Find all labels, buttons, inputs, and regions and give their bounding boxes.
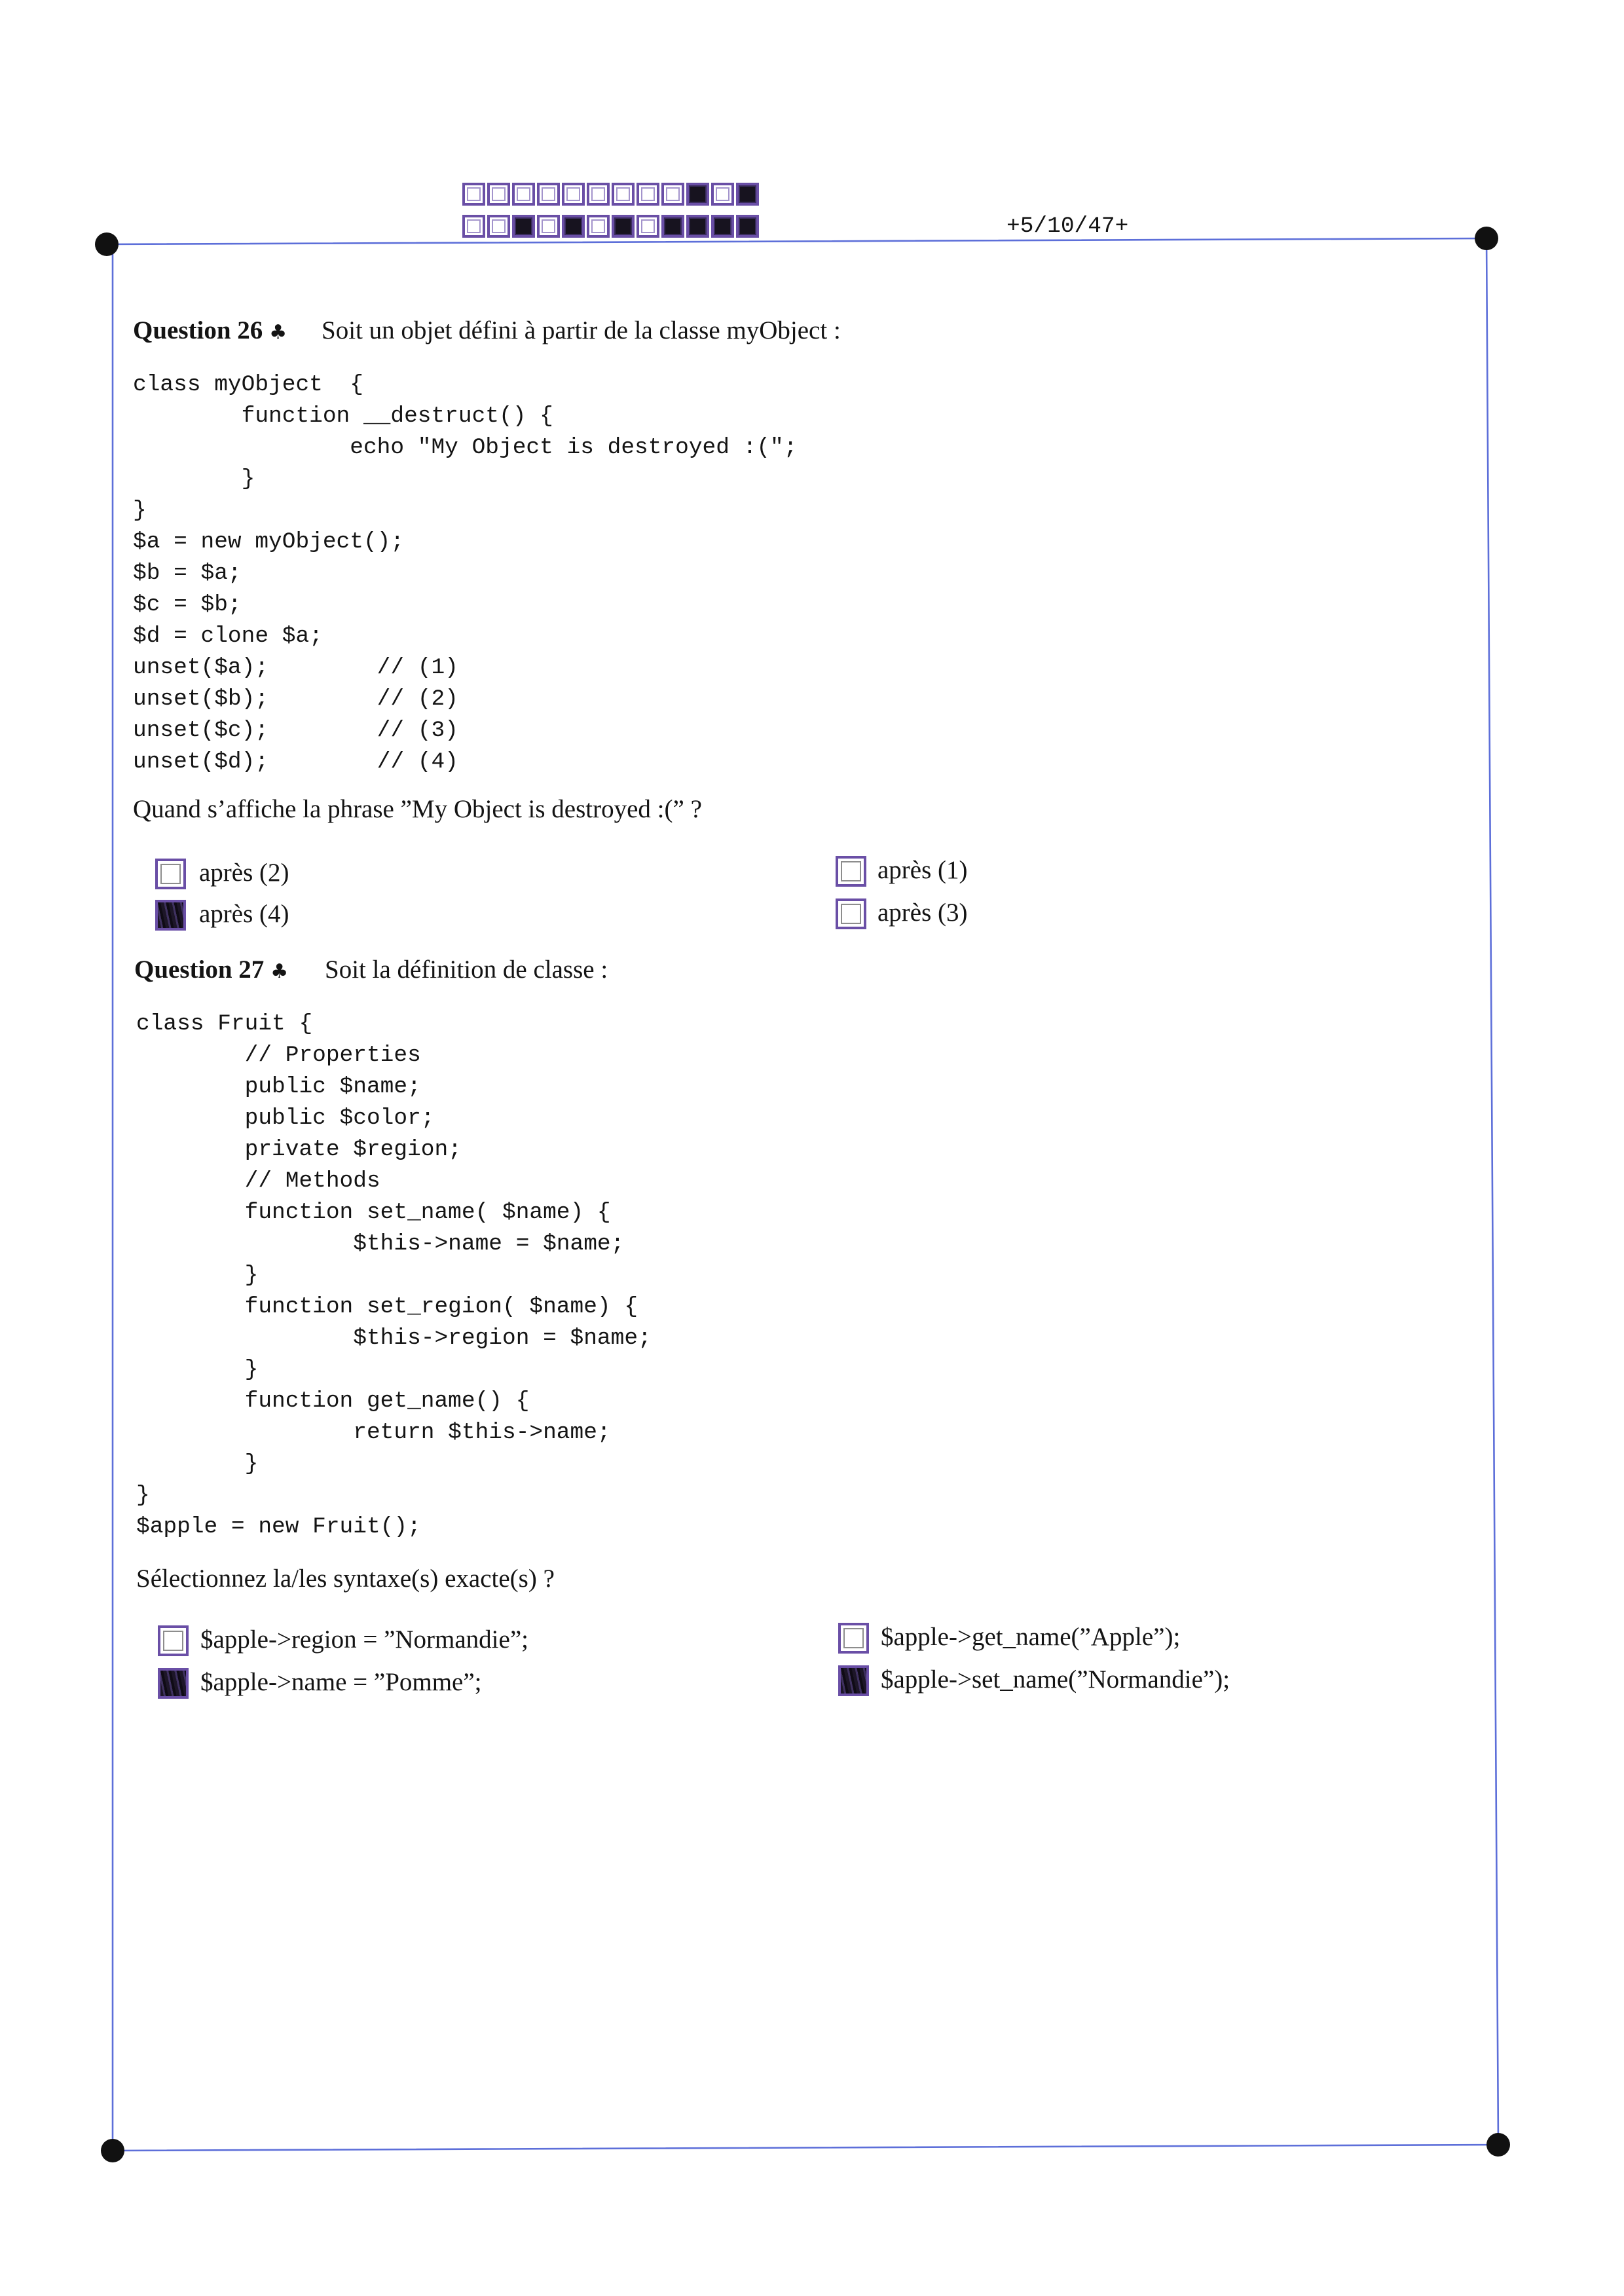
page-code-box (711, 215, 734, 238)
question-number: Question 26 (133, 316, 263, 344)
question-prompt: Quand s’affiche la phrase ”My Object is destroyed :(” ? (133, 795, 702, 823)
club-icon: ♣ (270, 960, 289, 983)
page-code-box (487, 183, 510, 206)
page-code-box (711, 183, 734, 206)
page-code-box (661, 215, 684, 238)
code-line: $this->name = $name; (136, 1231, 625, 1257)
page-code-box (462, 183, 485, 206)
page-code-box (512, 183, 535, 206)
page-code-box (637, 215, 659, 238)
answer-checkbox[interactable] (836, 898, 866, 929)
code-line: public $color; (136, 1105, 435, 1131)
code-line: $apple = new Fruit(); (136, 1514, 421, 1540)
page-code-row-2 (462, 215, 759, 238)
page-code-row-1 (462, 183, 759, 206)
answer-label: après (4) (199, 900, 289, 928)
code-line: } (136, 1483, 150, 1508)
code-line: public $name; (136, 1074, 421, 1100)
club-icon: ♣ (269, 321, 287, 344)
code-block (136, 1009, 652, 1543)
corner-mark-bottom-right (1486, 2133, 1510, 2157)
answer-checkbox[interactable] (838, 1665, 869, 1696)
corner-mark-top-left (95, 232, 119, 256)
page-code-box (587, 183, 610, 206)
page-id-label: +5/10/47+ (1006, 213, 1129, 239)
page-code-box (487, 215, 510, 238)
answer-checkbox[interactable] (158, 1625, 189, 1656)
page-code-box (537, 215, 560, 238)
answer-checkbox[interactable] (155, 859, 186, 889)
code-line: class myObject { (133, 372, 363, 398)
page-code-box (637, 183, 659, 206)
code-line: echo "My Object is destroyed :("; (133, 435, 798, 460)
page-code-box (512, 215, 535, 238)
code-line: } (133, 466, 255, 492)
page-code-box (686, 215, 709, 238)
code-line: $c = $b; (133, 592, 242, 618)
code-line: $this->region = $name; (136, 1325, 652, 1351)
page-code-box (537, 183, 560, 206)
code-line: function set_name( $name) { (136, 1200, 611, 1225)
answer-label: $apple->set_name(”Normandie”); (881, 1665, 1230, 1694)
page-code-box (661, 183, 684, 206)
page-code-box (612, 215, 635, 238)
code-line: } (136, 1357, 259, 1382)
question-number: Question 27 (134, 955, 265, 984)
corner-mark-bottom-left (101, 2139, 124, 2162)
question-label (133, 315, 287, 348)
answer-checkbox[interactable] (838, 1623, 869, 1654)
answer-checkbox[interactable] (155, 900, 186, 931)
question-intro: Soit un objet défini à partir de la classe myObject : (322, 316, 841, 344)
code-line: // Properties (136, 1043, 421, 1068)
code-line: $a = new myObject(); (133, 529, 405, 555)
code-line: function get_name() { (136, 1388, 530, 1414)
page-code-box (562, 183, 585, 206)
code-line: unset($b); // (2) (133, 686, 458, 712)
page-code-box (562, 215, 585, 238)
code-line: // Methods (136, 1168, 380, 1194)
page-code-box (736, 183, 759, 206)
code-block (133, 369, 797, 778)
code-line: unset($a); // (1) (133, 655, 458, 680)
question-intro: Soit la définition de classe : (325, 955, 608, 984)
code-line: return $this->name; (136, 1420, 611, 1445)
code-line: function set_region( $name) { (136, 1294, 638, 1320)
code-line: private $region; (136, 1137, 462, 1162)
answer-label: après (1) (877, 856, 968, 884)
code-line: } (136, 1451, 259, 1477)
code-line: unset($d); // (4) (133, 749, 458, 775)
code-line: function __destruct() { (133, 403, 553, 429)
question-prompt: Sélectionnez la/les syntaxe(s) exacte(s) ? (136, 1565, 555, 1593)
answer-label: après (3) (877, 898, 968, 927)
code-line: class Fruit { (136, 1011, 313, 1037)
corner-mark-top-right (1475, 227, 1498, 250)
code-line: $d = clone $a; (133, 623, 323, 649)
page-code-box (686, 183, 709, 206)
page-code-box (612, 183, 635, 206)
answer-label: $apple->region = ”Normandie”; (200, 1625, 528, 1654)
question-label (134, 954, 288, 988)
page-code-box (587, 215, 610, 238)
page-code-box (736, 215, 759, 238)
answer-checkbox[interactable] (836, 856, 866, 887)
answer-label: $apple->get_name(”Apple”); (881, 1623, 1181, 1651)
answer-label: après (2) (199, 859, 289, 887)
code-line: } (133, 498, 147, 523)
code-line: unset($c); // (3) (133, 718, 458, 743)
code-line: } (136, 1263, 259, 1288)
answer-checkbox[interactable] (158, 1668, 189, 1699)
page-code-box (462, 215, 485, 238)
code-line: $b = $a; (133, 561, 242, 586)
answer-label: $apple->name = ”Pomme”; (200, 1668, 482, 1696)
